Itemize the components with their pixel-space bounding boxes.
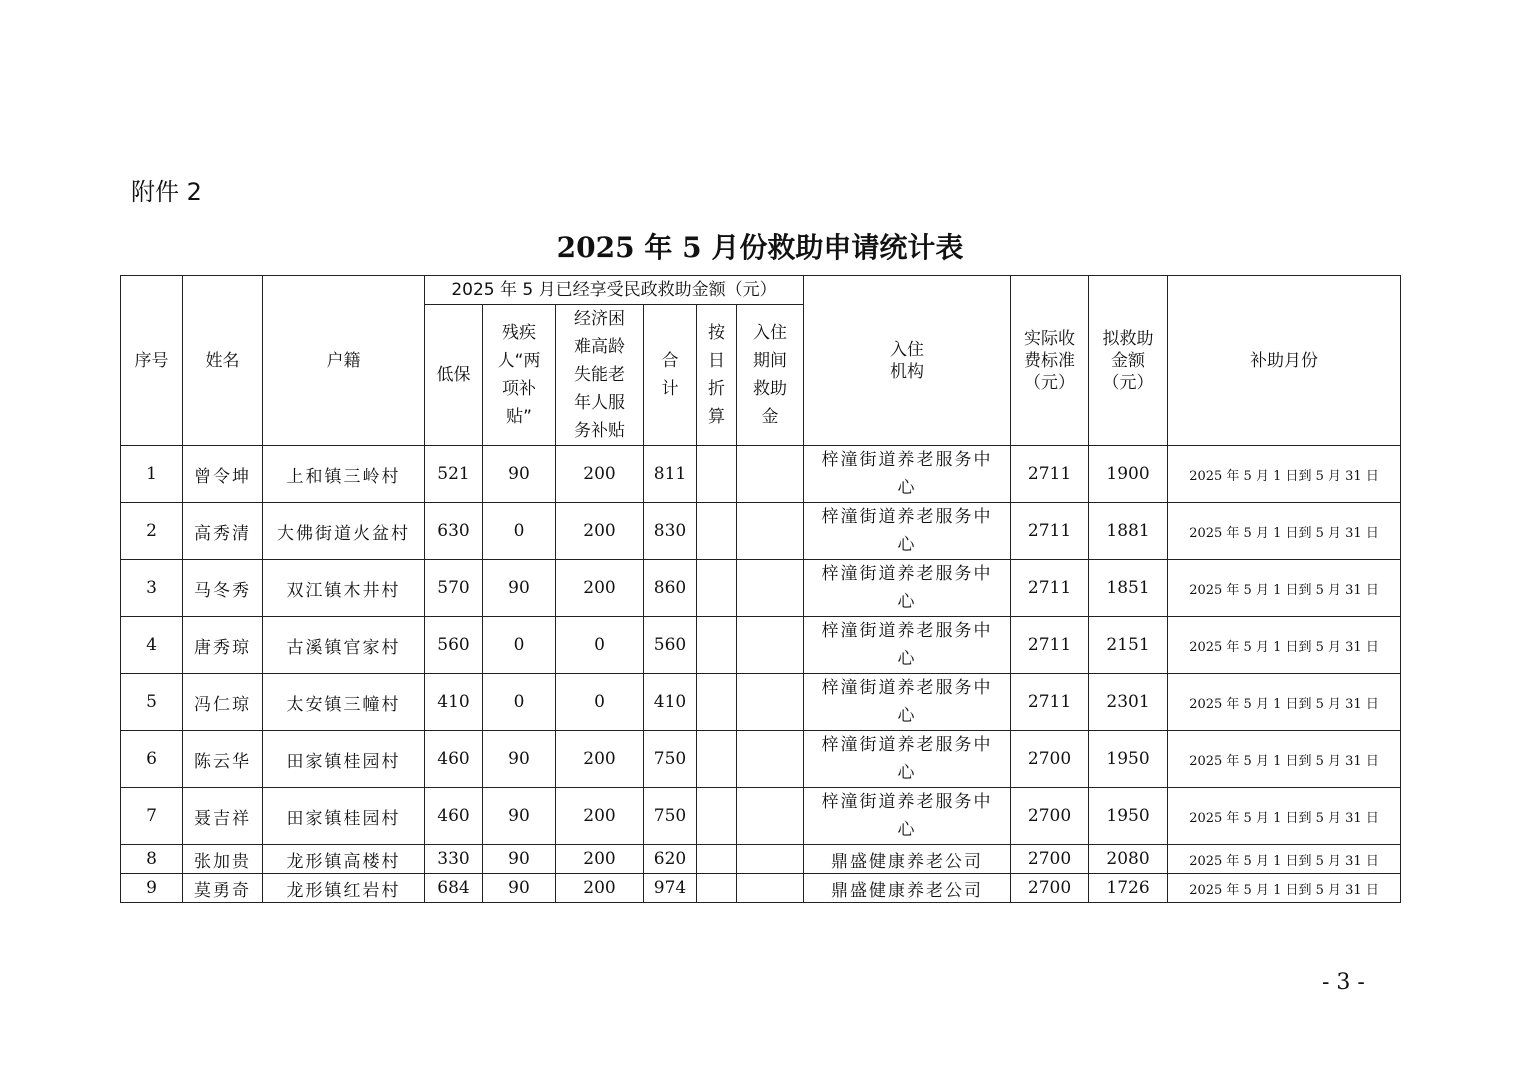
cell-stay-aid	[737, 617, 804, 674]
cell-dibao: 630	[425, 503, 483, 560]
cell-daily	[697, 874, 737, 903]
cell-total: 560	[644, 617, 697, 674]
cell-name: 陈云华	[183, 731, 263, 788]
table-row	[121, 446, 1401, 503]
cell-hukou: 田家镇桂园村	[263, 731, 425, 788]
cell-disability: 90	[483, 446, 556, 503]
cell-disability: 90	[483, 560, 556, 617]
attachment-label: 附件 2	[131, 178, 202, 206]
cell-hukou: 田家镇桂园村	[263, 788, 425, 845]
cell-total: 750	[644, 788, 697, 845]
aid-application-table	[120, 275, 1401, 903]
cell-proposed-aid: 1900	[1089, 446, 1168, 503]
cell-stay-aid	[737, 674, 804, 731]
cell-total: 620	[644, 845, 697, 874]
cell-institution: 梓潼街道养老服务中心	[804, 731, 1011, 788]
cell-name: 马冬秀	[183, 560, 263, 617]
cell-seq: 9	[121, 874, 183, 903]
cell-month: 2025 年 5 月 1 日到 5 月 31 日	[1168, 874, 1401, 903]
cell-actual-fee: 2700	[1011, 845, 1089, 874]
cell-hukou: 太安镇三幢村	[263, 674, 425, 731]
cell-elderly: 200	[556, 731, 644, 788]
header-actual-fee: 实际收费标准（元）	[1011, 276, 1089, 446]
cell-elderly: 200	[556, 446, 644, 503]
page-number: - 3 -	[1322, 970, 1365, 995]
cell-elderly: 0	[556, 617, 644, 674]
cell-month: 2025 年 5 月 1 日到 5 月 31 日	[1168, 788, 1401, 845]
cell-elderly: 200	[556, 503, 644, 560]
cell-dibao: 570	[425, 560, 483, 617]
cell-month: 2025 年 5 月 1 日到 5 月 31 日	[1168, 560, 1401, 617]
cell-institution: 鼎盛健康养老公司	[804, 874, 1011, 903]
cell-dibao: 460	[425, 788, 483, 845]
cell-actual-fee: 2711	[1011, 617, 1089, 674]
cell-daily	[697, 788, 737, 845]
cell-seq: 8	[121, 845, 183, 874]
cell-dibao: 521	[425, 446, 483, 503]
cell-actual-fee: 2711	[1011, 560, 1089, 617]
cell-stay-aid	[737, 731, 804, 788]
cell-daily	[697, 560, 737, 617]
cell-daily	[697, 731, 737, 788]
cell-elderly: 200	[556, 874, 644, 903]
table-row	[121, 560, 1401, 617]
table-row	[121, 503, 1401, 560]
cell-dibao: 330	[425, 845, 483, 874]
cell-disability: 0	[483, 674, 556, 731]
cell-month: 2025 年 5 月 1 日到 5 月 31 日	[1168, 446, 1401, 503]
cell-seq: 1	[121, 446, 183, 503]
cell-seq: 4	[121, 617, 183, 674]
cell-month: 2025 年 5 月 1 日到 5 月 31 日	[1168, 503, 1401, 560]
header-hukou: 户籍	[263, 276, 425, 446]
header-total: 合计	[644, 305, 697, 446]
header-elderly: 经济困难高龄失能老年人服务补贴	[556, 305, 644, 446]
header-name: 姓名	[183, 276, 263, 446]
header-stay-aid: 入住期间救助金	[737, 305, 804, 446]
header-dibao: 低保	[425, 305, 483, 446]
cell-proposed-aid: 1950	[1089, 731, 1168, 788]
table-header-row	[121, 276, 1401, 305]
cell-daily	[697, 503, 737, 560]
header-month: 补助月份	[1168, 276, 1401, 446]
cell-seq: 3	[121, 560, 183, 617]
header-disability: 残疾人“两项补贴”	[483, 305, 556, 446]
cell-name: 曾令坤	[183, 446, 263, 503]
cell-stay-aid	[737, 788, 804, 845]
cell-seq: 6	[121, 731, 183, 788]
cell-actual-fee: 2711	[1011, 446, 1089, 503]
header-seq: 序号	[121, 276, 183, 446]
cell-stay-aid	[737, 560, 804, 617]
cell-seq: 7	[121, 788, 183, 845]
cell-hukou: 上和镇三岭村	[263, 446, 425, 503]
cell-total: 750	[644, 731, 697, 788]
cell-disability: 90	[483, 845, 556, 874]
table-row	[121, 731, 1401, 788]
cell-hukou: 古溪镇官家村	[263, 617, 425, 674]
cell-name: 高秀清	[183, 503, 263, 560]
cell-stay-aid	[737, 845, 804, 874]
cell-daily	[697, 674, 737, 731]
cell-actual-fee: 2700	[1011, 731, 1089, 788]
cell-total: 830	[644, 503, 697, 560]
cell-elderly: 200	[556, 788, 644, 845]
cell-institution: 梓潼街道养老服务中心	[804, 788, 1011, 845]
cell-daily	[697, 446, 737, 503]
cell-total: 811	[644, 446, 697, 503]
cell-seq: 2	[121, 503, 183, 560]
cell-dibao: 684	[425, 874, 483, 903]
cell-dibao: 410	[425, 674, 483, 731]
cell-actual-fee: 2700	[1011, 874, 1089, 903]
cell-total: 860	[644, 560, 697, 617]
cell-daily	[697, 845, 737, 874]
cell-proposed-aid: 1851	[1089, 560, 1168, 617]
cell-hukou: 龙形镇红岩村	[263, 874, 425, 903]
cell-proposed-aid: 1726	[1089, 874, 1168, 903]
cell-institution: 鼎盛健康养老公司	[804, 845, 1011, 874]
cell-proposed-aid: 2080	[1089, 845, 1168, 874]
cell-elderly: 200	[556, 560, 644, 617]
table-row	[121, 788, 1401, 845]
cell-proposed-aid: 2301	[1089, 674, 1168, 731]
header-institution: 入住机构	[804, 276, 1011, 446]
cell-dibao: 560	[425, 617, 483, 674]
header-proposed-aid: 拟救助金额（元）	[1089, 276, 1168, 446]
cell-name: 莫勇奇	[183, 874, 263, 903]
table-row	[121, 674, 1401, 731]
cell-hukou: 龙形镇高楼村	[263, 845, 425, 874]
cell-institution: 梓潼街道养老服务中心	[804, 674, 1011, 731]
header-daily: 按日折算	[697, 305, 737, 446]
cell-disability: 90	[483, 731, 556, 788]
cell-proposed-aid: 2151	[1089, 617, 1168, 674]
cell-month: 2025 年 5 月 1 日到 5 月 31 日	[1168, 674, 1401, 731]
cell-disability: 0	[483, 617, 556, 674]
cell-hukou: 双江镇木井村	[263, 560, 425, 617]
table-row	[121, 874, 1401, 903]
cell-name: 张加贵	[183, 845, 263, 874]
cell-disability: 0	[483, 503, 556, 560]
cell-total: 410	[644, 674, 697, 731]
cell-stay-aid	[737, 874, 804, 903]
table-row	[121, 845, 1401, 874]
table-row	[121, 617, 1401, 674]
cell-institution: 梓潼街道养老服务中心	[804, 503, 1011, 560]
cell-stay-aid	[737, 446, 804, 503]
cell-stay-aid	[737, 503, 804, 560]
cell-actual-fee: 2711	[1011, 674, 1089, 731]
cell-actual-fee: 2711	[1011, 503, 1089, 560]
document-title: 2025 年 5 月份救助申请统计表	[556, 231, 964, 264]
cell-dibao: 460	[425, 731, 483, 788]
cell-name: 冯仁琼	[183, 674, 263, 731]
cell-daily	[697, 617, 737, 674]
cell-elderly: 200	[556, 845, 644, 874]
cell-proposed-aid: 1881	[1089, 503, 1168, 560]
cell-disability: 90	[483, 874, 556, 903]
cell-total: 974	[644, 874, 697, 903]
cell-institution: 梓潼街道养老服务中心	[804, 560, 1011, 617]
cell-hukou: 大佛街道火盆村	[263, 503, 425, 560]
cell-month: 2025 年 5 月 1 日到 5 月 31 日	[1168, 731, 1401, 788]
header-existing-aid-group: 2025 年 5 月已经享受民政救助金额（元）	[425, 276, 804, 305]
cell-actual-fee: 2700	[1011, 788, 1089, 845]
cell-institution: 梓潼街道养老服务中心	[804, 446, 1011, 503]
cell-month: 2025 年 5 月 1 日到 5 月 31 日	[1168, 845, 1401, 874]
cell-proposed-aid: 1950	[1089, 788, 1168, 845]
cell-name: 唐秀琼	[183, 617, 263, 674]
cell-month: 2025 年 5 月 1 日到 5 月 31 日	[1168, 617, 1401, 674]
cell-institution: 梓潼街道养老服务中心	[804, 617, 1011, 674]
cell-elderly: 0	[556, 674, 644, 731]
cell-name: 聂吉祥	[183, 788, 263, 845]
cell-seq: 5	[121, 674, 183, 731]
cell-disability: 90	[483, 788, 556, 845]
